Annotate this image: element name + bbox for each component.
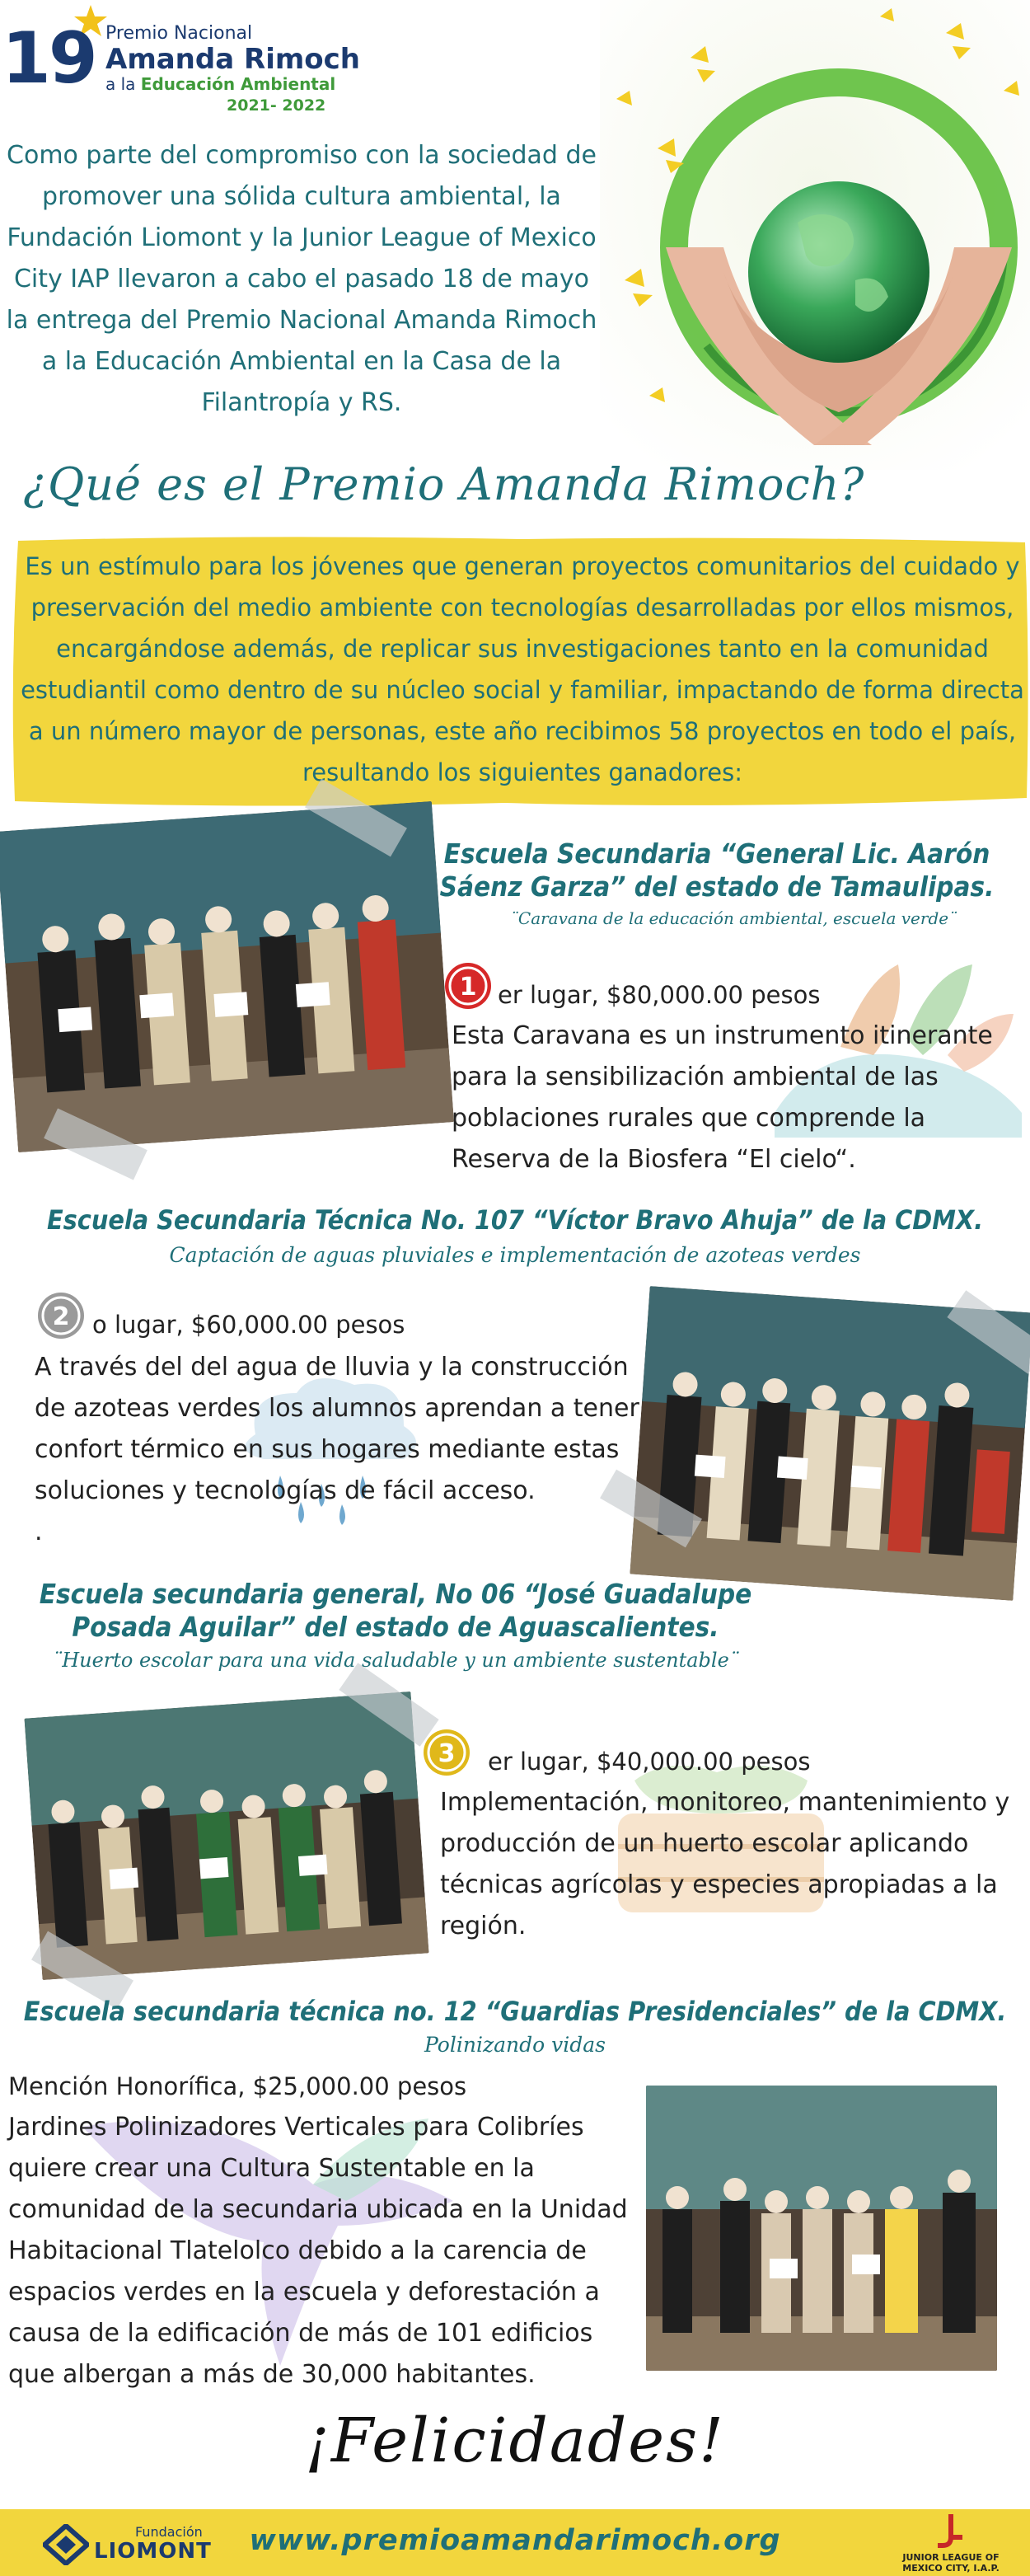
winner3-school: Escuela secundaria general, No 06 “José Guadalupe Posada Aguilar” del estado de Aguascalientes. [39, 1578, 752, 1643]
winner3-place: er lugar, $40,000.00 pesos [488, 1748, 811, 1776]
website-link[interactable]: www.premioamandarimoch.org [249, 2524, 781, 2557]
logo-number: 19 [2, 17, 96, 100]
winner4-project: Polinizando vidas [424, 2033, 606, 2057]
winner1-description: Esta Caravana es un instrumento itinerante para la sensibilización ambiental de las poblaciones rurales que comprende la Reserva de la Biosfera “El cielo“. [452, 1021, 993, 1174]
winner2-description: A través del del agua de lluvia y la construcción de azoteas verdes los alumnos aprendan a tener confort térmico en sus hogares mediante estas soluciones y tecnologías de fácil acceso. [35, 1353, 639, 1505]
jl-line1: JUNIOR LEAGUE OF [902, 2552, 1000, 2563]
winner2-trailing: . [35, 1518, 43, 1546]
winner4-photo [646, 2086, 997, 2371]
jl-line2: MEXICO CITY, I.A.P. [902, 2563, 1000, 2574]
winner4-place: Mención Honorífica, $25,000.00 pesos [8, 2072, 467, 2100]
hands-earth-image [600, 0, 1030, 470]
winner1-school: Escuela Secundaria “General Lic. Aarón Sáenz Garza” del estado de Tamaulipas. [439, 838, 995, 903]
winner1-project: ¨Caravana de la educación ambiental, escuela verde¨ [509, 908, 957, 928]
question-text: Es un estímulo para los jóvenes que generan proyectos comunitarios del cuidado y preservación del medio ambiente con tecnologías desarrolladas por ellos mismos, encargándose además, de replicar sus investigaciones tanto en la comunidad estudiantil como dentro de su núcleo social y familiar, impactando de forma directa a un número mayor de personas, este año recibimos 58 proyectos en todo el país, resultando los siguientes ganadores: [21, 552, 1024, 786]
third-place-badge [422, 1728, 471, 1777]
liomont-small-text: Fundación [135, 2524, 203, 2540]
winner2-school: Escuela Secundaria Técnica No. 107 “Víctor Bravo Ahuja” de la CDMX. [46, 1204, 983, 1236]
winner2-project: Captación de aguas pluviales e implementación de azoteas verdes [169, 1243, 861, 1267]
felicidades-heading: ¡Felicidades! [305, 2405, 725, 2476]
junior-league-logo [885, 2513, 1017, 2575]
junior-league-emblem-icon [931, 2513, 969, 2550]
winner3-photo [24, 1692, 428, 1980]
svg-text:2: 2 [52, 1302, 70, 1331]
logo-line3: a la Educación Ambiental [105, 74, 336, 94]
winner1-place: er lugar, $80,000.00 pesos [498, 981, 821, 1009]
logo-line2: Amanda Rimoch [105, 43, 360, 76]
liomont-name: LIOMONT [94, 2539, 212, 2564]
winner2-place: o lugar, $60,000.00 pesos [92, 1311, 405, 1339]
first-place-badge [443, 961, 493, 1011]
winner4-description: Jardines Polinizadores Verticales para Colibríes quiere crear una Cultura Sustentable en la comunidad de la secundaria ubicada en la Unidad Habitacional Tlatelolco debido a la carencia de espacios verdes en la escuela y deforestación a causa de la edificación de más de 101 edificios que albergan a más de 30,000 habitantes. [8, 2113, 628, 2389]
winner4-school: Escuela secundaria técnica no. 12 “Guardias Presidenciales” de la CDMX. [23, 1996, 1007, 2027]
svg-text:3: 3 [438, 1739, 456, 1768]
logo-years: 2021- 2022 [227, 96, 326, 115]
svg-text:1: 1 [459, 973, 477, 1002]
intro-text: Como parte del compromiso con la sociedad de promover una sólida cultura ambiental, la Fundación Liomont y la Junior League of Mexico City IAP llevaron a cabo el pasado 18 de mayo la entrega del Premio Nacional Amanda Rimoch a la Educación Ambiental en la Casa de la Filantropía y RS. [6, 141, 597, 417]
logo-line1: Premio Nacional [105, 23, 253, 44]
question-title: ¿Qué es el Premio Amanda Rimoch? [23, 458, 865, 510]
winner3-project: ¨Huerto escolar para una vida saludable y un ambiente sustentable¨ [52, 1649, 739, 1672]
winner3-description: Implementación, monitoreo, mantenimiento y producción de un huerto escolar aplicando técnicas agrícolas y especies apropiadas a la región. [440, 1788, 1010, 1940]
second-place-badge [36, 1291, 86, 1340]
